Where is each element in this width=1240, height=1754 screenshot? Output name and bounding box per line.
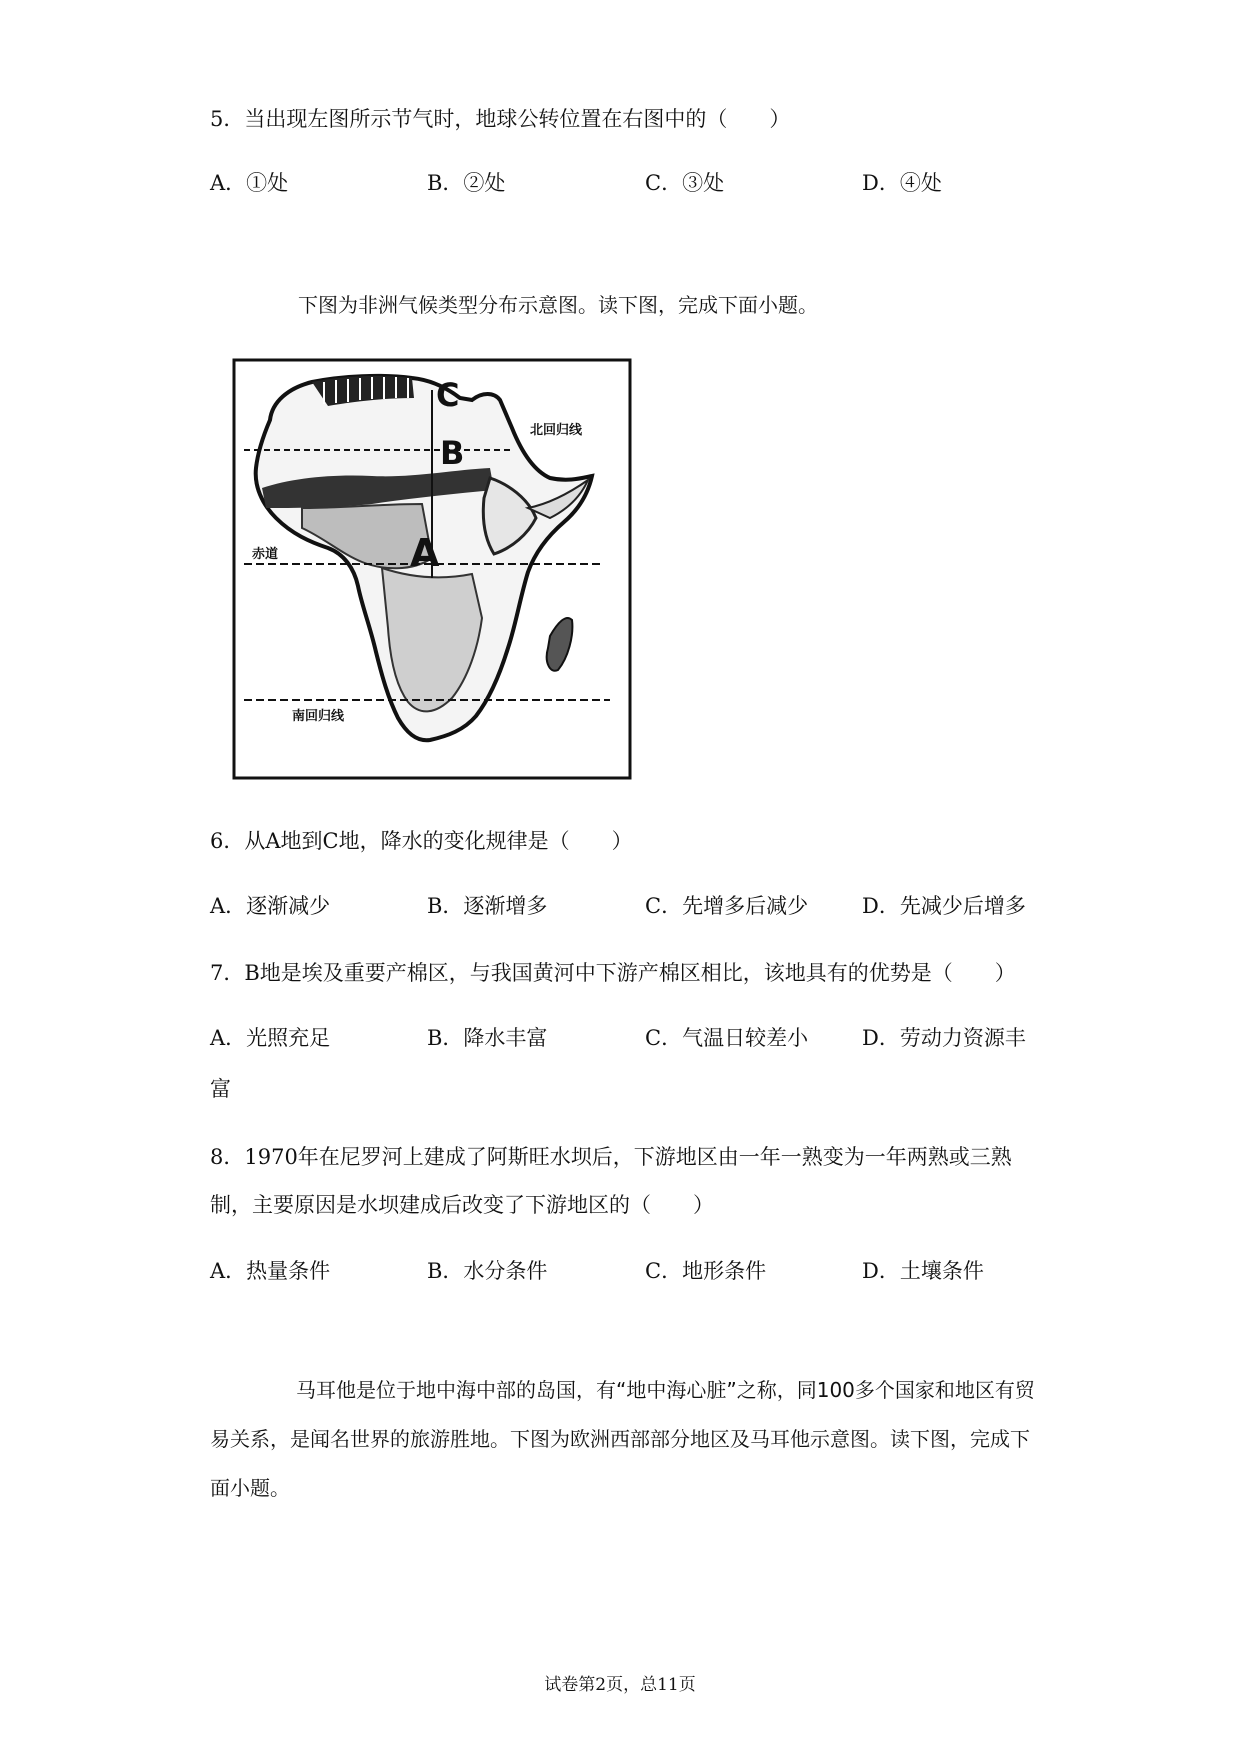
question-7-option-a: A．光照充足	[210, 1026, 331, 1050]
point-b-label: B	[440, 434, 465, 472]
tropic-south-label: 南回归线	[292, 709, 345, 724]
question-6-option-c: C．先增多后减少	[645, 894, 809, 918]
question-8-option-a: A．热量条件	[210, 1259, 331, 1283]
question-5-option-c: C．③处	[645, 171, 725, 195]
question-8-option-c: C．地形条件	[645, 1259, 767, 1283]
point-a-label: A	[410, 531, 440, 575]
question-6-option-b: B．逐渐增多	[427, 894, 548, 918]
question-7-stem: 7．B地是埃及重要产棉区，与我国黄河中下游产棉区相比，该地具有的优势是（ ）	[210, 961, 1016, 985]
question-6-option-a: A．逐渐减少	[210, 894, 331, 918]
question-8-stem-line-1: 8．1970年在尼罗河上建成了阿斯旺水坝后，下游地区由一年一熟变为一年两熟或三熟	[210, 1145, 1012, 1169]
question-6-option-d: D．先减少后增多	[862, 894, 1026, 918]
question-5-option-d: D．④处	[862, 171, 942, 195]
question-8-option-d: D．土壤条件	[862, 1259, 984, 1283]
tropic-north-label: 北回归线	[530, 423, 583, 438]
question-7-option-c: C．气温日较差小	[645, 1026, 809, 1050]
page-footer: 试卷第2页，总11页	[544, 1675, 696, 1695]
question-5-stem: 5．当出现左图所示节气时，地球公转位置在右图中的（ ）	[210, 107, 791, 131]
question-8-stem-line-2: 制，主要原因是水坝建成后改变了下游地区的（ ）	[210, 1193, 714, 1217]
question-7-option-b: B．降水丰富	[427, 1026, 548, 1050]
map-intro-text: 下图为非洲气候类型分布示意图。读下图，完成下面小题。	[298, 293, 818, 317]
africa-climate-map	[232, 358, 632, 780]
question-5-option-a: A．①处	[210, 171, 289, 195]
malta-intro-paragraph: 马耳他是位于地中海中部的岛国，有“地中海心脏”之称，同100多个国家和地区有贸易关系，是闻名世界的旅游胜地。下图为欧洲西部部分地区及马耳他示意图。读下图，完成下面小题。	[210, 1378, 1035, 1500]
question-7-option-d: D．劳动力资源丰	[862, 1026, 1026, 1050]
question-5-option-b: B．②处	[427, 171, 506, 195]
question-6-stem: 6．从A地到C地，降水的变化规律是（ ）	[210, 829, 633, 853]
equator-label: 赤道	[252, 547, 279, 562]
point-c-label: C	[436, 376, 460, 414]
question-7-option-d-wrap: 富	[210, 1077, 231, 1101]
question-8-option-b: B．水分条件	[427, 1259, 548, 1283]
